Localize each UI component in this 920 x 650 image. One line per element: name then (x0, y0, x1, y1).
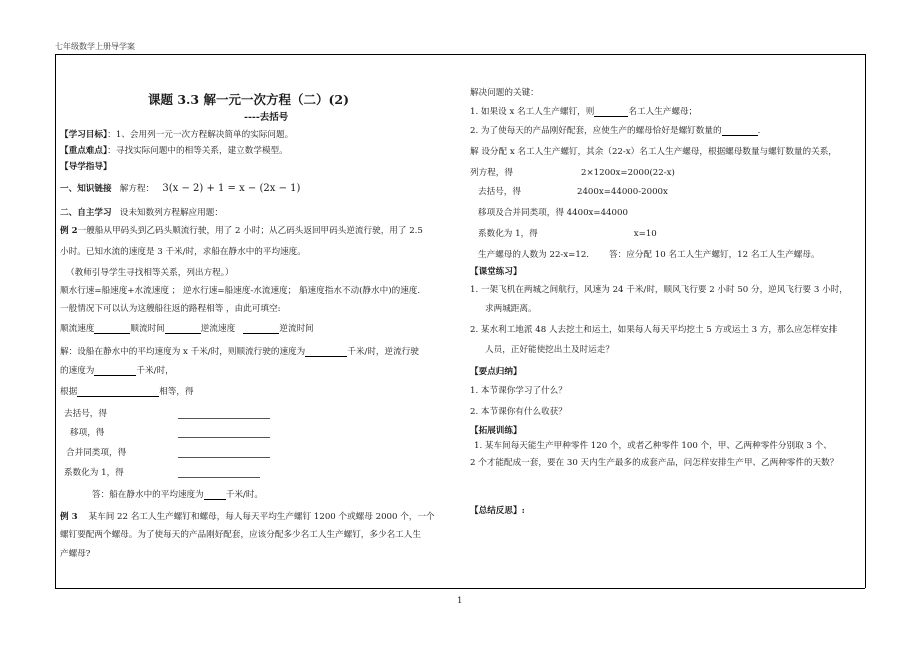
blank-workers[interactable] (594, 107, 628, 117)
header-rule (55, 54, 865, 55)
example3-line2: 螺钉要配两个螺母。为了使每天的产品刚好配套，应该分配多少名工人生产螺钉，多少名工人生 (60, 530, 421, 540)
fill-row (60, 324, 314, 334)
example2-label: 例 2 (60, 226, 78, 236)
answer-line-3[interactable] (178, 457, 270, 458)
frame-left (55, 54, 56, 588)
knowledge-link (60, 183, 300, 195)
step-move: 移项，得 (70, 428, 105, 438)
knowledge-link-label: 一、知识链接 (60, 184, 112, 194)
solution3-line3 (478, 187, 668, 197)
example2-line2: 小时。已知水流的速度是 3 千米/时，求船在静水中的平均速度。 (60, 247, 306, 257)
fill-downstream-speed: 顺流速度 (60, 324, 95, 334)
solution-line3 (60, 387, 194, 397)
key-item-2a: 2. 为了使每天的产品刚好配套，应使生产的螺母恰好是螺钉数量的 (470, 126, 722, 136)
solution3-eq3: x=10 (633, 229, 657, 239)
blank-downstream[interactable] (305, 347, 347, 357)
key-item-2b: . (757, 126, 761, 136)
solution-text1a: 解：设船在静水中的平均速度为 x 千米/时，则顺流行驶的速度为 (60, 347, 306, 357)
page-header: 七年级数学上册导学案 (55, 42, 135, 51)
blank-1[interactable] (94, 324, 130, 334)
solution-text1b: 千米/时，逆流行驶 (347, 347, 419, 357)
guide-label: 【导学指导】 (60, 162, 112, 172)
key-item-1 (470, 107, 697, 117)
practice-1a: 1. 一架飞机在两城之间航行，风速为 24 千米/时，顺风飞行要 2 小时 50 分，逆风飞行要 3 小时， (470, 285, 848, 295)
learning-goal (60, 130, 293, 140)
solution-line2 (60, 366, 174, 376)
key-points (60, 146, 288, 156)
summary-q1: 1. 本节课你学习了什么？ (470, 386, 567, 396)
reflection-label: 【总结反思】: (470, 506, 525, 516)
fill-downstream-time: 顺流时间 (130, 324, 165, 334)
answer-text-b: 千米/时。 (225, 490, 264, 500)
answer-line-4[interactable] (178, 477, 260, 478)
key-points-text: ：寻找实际问题中的相等关系，建立数学模型。 (107, 146, 288, 156)
example2-text1: 一艘船从甲码头到乙码头顺流行驶，用了 2 小时；从乙码头返回甲码头逆流行驶，用了 2.5 (77, 226, 423, 236)
example3-line1 (60, 512, 435, 522)
key-points-label: 【重点难点】 (60, 146, 108, 156)
example3-text1: 某车间 22 名工人生产螺钉和螺母，每人每天平均生产螺钉 1200 个或螺母 2000 个，一个 (88, 512, 435, 522)
answer-text-a: 答：船在静水中的平均速度为 (92, 490, 204, 500)
answer-line-1[interactable] (178, 418, 270, 419)
solution-line1 (60, 347, 419, 357)
self-study-text: 设未知数列方程解应用题： (119, 208, 223, 218)
solution3-text6a: 生产螺母的人数为 22-x=12. (478, 250, 590, 260)
blank-relation[interactable] (77, 387, 159, 397)
solution-text3b: 相等，得 (159, 387, 194, 397)
summary-label: 【要点归纳】 (470, 367, 522, 377)
equation: 3(x − 2) + 1 = x − (2x − 1) (162, 183, 301, 194)
learning-goal-label: 【学习目标】 (60, 130, 108, 140)
step-expand: 去括号，得 (64, 409, 107, 419)
example3-label: 例 3 (60, 512, 78, 522)
solution-text2b: 千米/时， (136, 366, 174, 376)
blank-3[interactable] (243, 324, 279, 334)
solution3-text3a: 去括号，得 (478, 187, 521, 197)
learning-goal-text: ：1、会用列一元一次方程解决简单的实际问题。 (107, 130, 294, 140)
practice-1b: 求两城距离。 (485, 304, 537, 314)
solution3-answer: 答：应分配 10 名工人生产螺钉，12 名工人生产螺母。 (609, 250, 820, 260)
extension-1b: 2 个才能配成一套，要在 30 天内生产最多的成套产品，问怎样安排生产甲、乙两种零件的天数？ (470, 458, 839, 468)
practice-label: 【课堂练习】 (470, 267, 522, 277)
lesson-title: 课题 3.3 解一元一次方程（二）(2) (148, 92, 349, 107)
solution-text3a: 根据 (60, 387, 78, 397)
solution3-line4: 移项及合并同类项，得 4400x=44000 (478, 208, 628, 218)
self-study-label: 二、自主学习 (60, 208, 112, 218)
solution-text2a: 的速度为 (60, 366, 95, 376)
solution3-text2a: 列方程，得 (470, 168, 513, 178)
example2-line4: 顺水行速=船速度+水流速度 ； 逆水行速=船速度-水流速度； 船速度指水不动(静水中)的速度. (60, 286, 421, 296)
example2-line3: （教师引导学生寻找相等关系，列出方程。） (66, 268, 234, 278)
blank-2[interactable] (165, 324, 201, 334)
blank-answer[interactable] (204, 490, 226, 500)
example2-line1 (60, 226, 423, 236)
lesson-subtitle: ----去括号 (244, 112, 289, 123)
extension-1a: 1. 某车间每天能生产甲种零件 120 个，或者乙种零件 100 个，甲、乙两种零件分别取 3 个、 (474, 441, 832, 451)
example2-line5: 一般情况下可以认为这艘船往返的路程相等 ，由此可填空: (60, 304, 281, 314)
step-coefficient: 系数化为 1，得 (64, 468, 124, 478)
knowledge-link-text: 解方程： (119, 184, 155, 194)
answer-line (92, 490, 263, 500)
solution3-line2 (470, 168, 675, 178)
solution3-line1: 解 设分配 x 名工人生产螺钉，其余（22-x）名工人生产螺母，根据螺母数量与螺钉数量的关系， (470, 147, 837, 157)
step-combine: 合并同类项，得 (66, 448, 127, 458)
practice-2a: 2. 某水利工地派 48 人去挖土和运土，如果每人每天平均挖土 5 方或运土 3 方，那么应怎样安排 (470, 325, 838, 335)
fill-upstream-speed: 逆流速度 (200, 324, 236, 334)
frame-right (865, 54, 866, 588)
key-item-1a: 1. 如果设 x 名工人生产螺钉，则 (470, 107, 595, 117)
answer-line-2[interactable] (178, 437, 270, 438)
summary-q2: 2. 本节课你有什么收获？ (470, 407, 567, 417)
page-number: 1 (457, 596, 463, 606)
example3-line3: 产螺母? (60, 549, 91, 559)
fill-upstream-time: 逆流时间 (279, 324, 314, 334)
footer-rule (55, 588, 865, 589)
solution3-text5a: 系数化为 1，得 (478, 229, 538, 239)
solution3-line6 (478, 250, 820, 260)
self-study (60, 208, 223, 218)
blank-upstream[interactable] (94, 366, 136, 376)
solution3-eq1: 2×1200x=2000(22-x) (580, 168, 675, 178)
solution3-line5 (478, 229, 657, 239)
key-item-2 (470, 126, 760, 136)
key-item-1b: 名工人生产螺母； (628, 107, 698, 117)
key-heading: 解决问题的关键： (470, 88, 539, 98)
practice-2b: 人员，正好能使挖出土及时运走？ (485, 345, 614, 355)
solution3-eq2: 2400x=44000-2000x (576, 187, 668, 197)
blank-multiple[interactable] (722, 126, 758, 136)
extension-label: 【拓展训练】 (470, 426, 522, 436)
